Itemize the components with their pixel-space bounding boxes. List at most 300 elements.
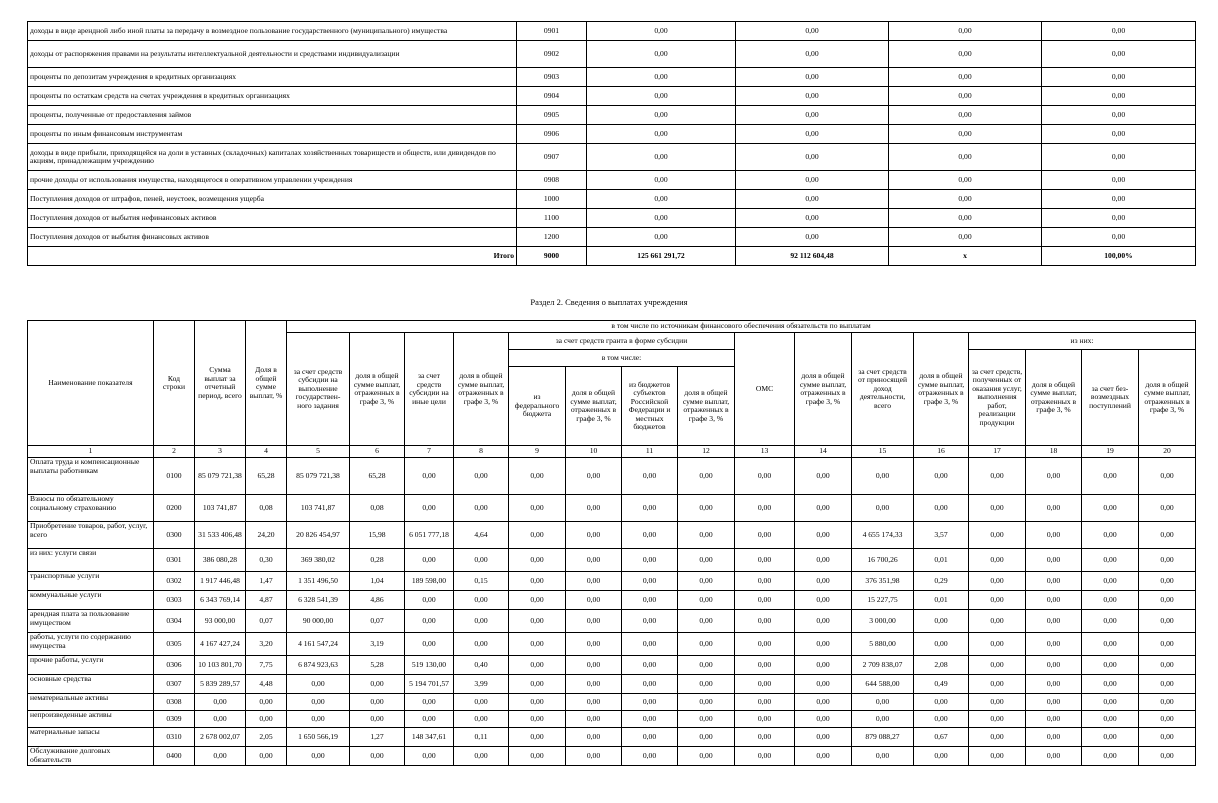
row-value: 0,00 [735,747,795,766]
row-value: 0,28 [350,549,405,572]
row-value: 65,28 [350,458,405,495]
row-value: 0,00 [405,495,454,522]
row-code: 0304 [154,610,195,633]
row-code: 0301 [154,549,195,572]
row-value: 0,00 [454,694,509,711]
row-value: 0,00 [969,656,1026,675]
row-value: 103 741,87 [287,495,350,522]
row-value: 0,00 [1082,591,1139,610]
row-value: 2,05 [246,728,287,747]
payment-row [28,694,1196,711]
row-value: 0,00 [969,747,1026,766]
row-value: 0,00 [566,656,622,675]
row-value: 0,00 [587,68,736,87]
header-share-gr3: доля в общей сумме выплат, отраженных в графе 3, % [566,367,622,446]
row-value: 0,00 [246,747,287,766]
row-value: 0,00 [587,228,736,247]
row-name: Поступления доходов от выбытия финансовых активов [28,228,517,247]
row-value: 0,49 [914,675,969,694]
row-value: 0,00 [287,694,350,711]
row-value: 0,00 [969,572,1026,591]
row-value: 0,00 [1042,125,1196,144]
header-gratuitous: за счет без-возмездных поступлений [1082,350,1139,446]
total-value: х [889,247,1042,266]
row-value: 0,00 [566,549,622,572]
row-name: непроизведенные активы [28,711,154,728]
row-value: 0,00 [1026,656,1082,675]
row-value: 0,00 [509,728,566,747]
row-value: 0,00 [405,694,454,711]
row-value: 1 650 566,19 [287,728,350,747]
row-name: Оплата труда и компенсационные выплаты работникам [28,458,154,495]
row-value: 0,00 [195,694,246,711]
row-value: 0,00 [454,591,509,610]
row-code: 0302 [154,572,195,591]
payment-row [28,711,1196,728]
header-income: за счет средств от приносящей доход деятельности, всего [852,333,914,446]
header-sum: Сумма выплат за отчетный период, всего [195,321,246,446]
row-value: 0,00 [1139,675,1196,694]
header-share-gr3: доля в общей сумме выплат, отраженных в графе 3, % [454,333,509,446]
row-value: 0,00 [969,522,1026,549]
row-value: 0,00 [735,694,795,711]
row-value: 0,00 [622,728,678,747]
row-value: 0,00 [969,694,1026,711]
row-value: 0,00 [795,610,852,633]
row-value: 386 080,28 [195,549,246,572]
section-2-title: Раздел 2. Сведения о выплатах учреждения [530,297,688,307]
row-code: 0904 [517,87,587,106]
row-value: 0,00 [454,711,509,728]
row-value: 6 874 923,63 [287,656,350,675]
row-value: 3 000,00 [852,610,914,633]
row-value: 0,00 [509,675,566,694]
row-value: 0,00 [509,495,566,522]
row-value: 0,00 [566,728,622,747]
row-value: 0,00 [1139,591,1196,610]
row-value: 0,00 [889,171,1042,190]
row-value: 0,00 [454,458,509,495]
row-value: 2,08 [914,656,969,675]
row-value: 0,00 [735,458,795,495]
header-sources: в том числе по источникам финансового обеспечения обязательств по выплатам [287,321,1196,333]
row-name: проценты, полученные от предоставления займов [28,106,517,125]
header-share-gr3: доля в общей сумме выплат, отраженных в графе 3, % [1026,350,1082,446]
row-value: 0,00 [622,591,678,610]
payment-row [28,522,1196,549]
row-value: 0,00 [889,125,1042,144]
payment-row [28,633,1196,656]
row-name: Поступления доходов от штрафов, пеней, неустоек, возмещения ущерба [28,190,517,209]
row-value: 0,00 [678,495,735,522]
income-table [27,21,1196,266]
row-value: 0,00 [350,675,405,694]
row-value: 0,00 [1082,675,1139,694]
total-value: 92 112 604,48 [736,247,889,266]
row-value: 4,48 [246,675,287,694]
header-services: за счет средств, полученных от оказания услуг, выполнения работ, реализации продукции [969,350,1026,446]
row-value: 2 709 838,07 [852,656,914,675]
row-value: 0,00 [736,209,889,228]
income-row [28,87,1196,106]
row-value: 0,00 [914,747,969,766]
row-value: 0,00 [735,633,795,656]
row-value: 0,00 [678,522,735,549]
row-value: 0,00 [735,522,795,549]
column-number: 15 [852,446,914,458]
row-value: 0,00 [1042,68,1196,87]
header-share-gr3: доля в общей сумме выплат, отраженных в графе 3, % [350,333,405,446]
row-value: 65,28 [246,458,287,495]
row-value: 0,00 [587,125,736,144]
row-value: 0,00 [735,572,795,591]
row-value: 0,00 [566,747,622,766]
row-value: 0,00 [622,747,678,766]
row-value: 0,00 [622,656,678,675]
row-code: 0906 [517,125,587,144]
row-value: 0,00 [405,549,454,572]
row-value: 85 079 721,38 [195,458,246,495]
row-name: арендная плата за пользование имуществом [28,610,154,633]
row-value: 0,00 [566,572,622,591]
row-value: 376 351,98 [852,572,914,591]
row-value: 0,00 [587,171,736,190]
row-value: 0,00 [1042,209,1196,228]
row-value: 0,00 [509,591,566,610]
row-value: 24,20 [246,522,287,549]
row-code: 0907 [517,144,587,171]
row-value: 0,00 [795,711,852,728]
total-code: 9000 [517,247,587,266]
payment-row [28,747,1196,766]
row-value: 0,00 [795,656,852,675]
row-name: материальные запасы [28,728,154,747]
header-share-gr3: доля в общей сумме выплат, отраженных в графе 3, % [914,333,969,446]
row-value: 3,19 [350,633,405,656]
row-value: 0,07 [350,610,405,633]
row-value: 0,00 [622,522,678,549]
column-number: 13 [735,446,795,458]
row-value: 0,00 [350,694,405,711]
row-value: 0,00 [622,711,678,728]
row-value: 0,00 [735,711,795,728]
column-number: 7 [405,446,454,458]
row-value: 0,00 [914,458,969,495]
row-value: 0,29 [914,572,969,591]
column-number: 10 [566,446,622,458]
row-value: 189 598,00 [405,572,454,591]
row-value: 0,00 [1082,572,1139,591]
header-name: Наименование показателя [28,321,154,446]
row-value: 1 351 496,50 [287,572,350,591]
income-row [28,171,1196,190]
row-name: прочие доходы от использования имущества, находящегося в оперативном управлении учреждения [28,171,517,190]
row-value: 0,00 [1026,675,1082,694]
row-code: 0303 [154,591,195,610]
row-value: 0,00 [405,711,454,728]
row-value: 0,00 [735,549,795,572]
row-code: 0100 [154,458,195,495]
row-code: 0309 [154,711,195,728]
row-name: доходы в виде арендной либо иной платы за передачу в возмездное пользование государственного (муниципального) имущества [28,22,517,41]
row-value: 0,00 [622,458,678,495]
row-value: 0,00 [678,694,735,711]
row-value: 0,00 [1026,591,1082,610]
row-value: 0,00 [195,747,246,766]
row-value: 0,00 [914,633,969,656]
header-subsidy-task: за счет средств субсидии на выполнение государствен-ного задания [287,333,350,446]
row-value: 85 079 721,38 [287,458,350,495]
row-value: 1 917 446,48 [195,572,246,591]
row-value: 0,00 [454,549,509,572]
row-value: 0,00 [587,190,736,209]
row-value: 0,00 [509,458,566,495]
row-name: Взносы по обязательному социальному страхованию [28,495,154,522]
row-value: 0,00 [1082,711,1139,728]
row-name: основные средства [28,675,154,694]
row-value: 0,00 [795,458,852,495]
row-value: 0,00 [622,572,678,591]
row-value: 0,00 [1139,458,1196,495]
income-row [28,125,1196,144]
row-value: 0,00 [1139,711,1196,728]
row-value: 0,00 [735,675,795,694]
row-value: 0,00 [405,591,454,610]
row-value: 0,00 [1042,106,1196,125]
row-value: 16 700,26 [852,549,914,572]
row-value: 0,00 [736,22,889,41]
row-value: 0,00 [969,495,1026,522]
row-code: 0902 [517,41,587,68]
row-value: 0,00 [1026,572,1082,591]
row-value: 0,00 [1139,522,1196,549]
row-value: 0,00 [969,728,1026,747]
row-value: 0,00 [622,675,678,694]
row-value: 0,00 [1026,728,1082,747]
row-value: 0,00 [678,747,735,766]
row-value: 0,00 [509,694,566,711]
row-value: 10 103 801,70 [195,656,246,675]
row-value: 0,00 [678,610,735,633]
row-value: 0,00 [1026,610,1082,633]
row-value: 0,00 [1042,228,1196,247]
income-row [28,209,1196,228]
row-name: Обслуживание долговых обязательств [28,747,154,766]
row-value: 0,00 [736,68,889,87]
row-value: 0,08 [350,495,405,522]
row-value: 0,00 [1026,711,1082,728]
row-value: 0,00 [509,656,566,675]
row-value: 6 051 777,18 [405,522,454,549]
row-value: 3,20 [246,633,287,656]
column-number: 11 [622,446,678,458]
row-name: коммунальные услуги [28,591,154,610]
row-value: 0,00 [1139,747,1196,766]
payment-row [28,458,1196,495]
row-value: 0,00 [1082,656,1139,675]
row-value: 0,00 [454,495,509,522]
row-value: 0,00 [914,694,969,711]
row-value: 0,00 [1082,522,1139,549]
row-value: 0,00 [566,522,622,549]
row-value: 0,00 [246,711,287,728]
header-incl: в том числе: [509,350,735,367]
row-value: 0,00 [1139,656,1196,675]
row-value: 0,00 [509,522,566,549]
row-value: 0,00 [678,572,735,591]
row-value: 0,00 [1026,522,1082,549]
row-value: 5 880,00 [852,633,914,656]
row-value: 0,00 [1139,694,1196,711]
row-value: 0,00 [1082,633,1139,656]
row-value: 1,27 [350,728,405,747]
row-value: 0,00 [1042,41,1196,68]
row-value: 0,00 [1139,495,1196,522]
row-value: 0,00 [914,711,969,728]
row-value: 0,00 [795,694,852,711]
row-value: 6 343 769,14 [195,591,246,610]
row-value: 0,00 [1042,171,1196,190]
row-value: 0,00 [678,656,735,675]
row-value: 0,00 [889,41,1042,68]
row-value: 93 000,00 [195,610,246,633]
row-value: 0,01 [914,549,969,572]
row-value: 0,00 [736,87,889,106]
header-share: Доля в общей сумме выплат, % [246,321,287,446]
row-value: 0,00 [795,495,852,522]
row-value: 0,00 [405,633,454,656]
header-share-gr3: доля в общей сумме выплат, отраженных в графе 3, % [678,367,735,446]
row-value: 4 161 547,24 [287,633,350,656]
row-value: 0,00 [969,458,1026,495]
row-value: 0,00 [969,591,1026,610]
row-name: проценты по иным финансовым инструментам [28,125,517,144]
row-value: 0,00 [566,610,622,633]
row-code: 0308 [154,694,195,711]
row-code: 1000 [517,190,587,209]
row-value: 1,04 [350,572,405,591]
row-value: 103 741,87 [195,495,246,522]
row-value: 15,98 [350,522,405,549]
row-code: 0400 [154,747,195,766]
row-value: 0,00 [1042,87,1196,106]
row-value: 0,00 [1026,495,1082,522]
row-value: 0,00 [1082,458,1139,495]
row-value: 0,00 [678,675,735,694]
row-value: 0,00 [287,711,350,728]
row-value: 0,00 [622,694,678,711]
income-row [28,68,1196,87]
header-grant: за счет средств гранта в форме субсидии [509,333,735,350]
row-code: 0306 [154,656,195,675]
column-number: 20 [1139,446,1196,458]
row-value: 0,00 [678,633,735,656]
row-value: 0,00 [795,522,852,549]
column-number: 2 [154,446,195,458]
row-value: 644 588,00 [852,675,914,694]
row-name: Приобретение товаров, работ, услуг, всего [28,522,154,549]
row-value: 0,00 [622,633,678,656]
row-value: 0,00 [1082,495,1139,522]
row-value: 0,00 [509,610,566,633]
row-value: 0,00 [1082,747,1139,766]
row-value: 90 000,00 [287,610,350,633]
income-row [28,22,1196,41]
row-value: 0,67 [914,728,969,747]
column-number: 1 [28,446,154,458]
row-value: 4,86 [350,591,405,610]
row-value: 519 130,00 [405,656,454,675]
row-value: 0,00 [678,458,735,495]
row-value: 0,00 [405,610,454,633]
row-value: 0,40 [454,656,509,675]
row-value: 0,00 [454,610,509,633]
row-value: 0,00 [1082,549,1139,572]
row-value: 0,00 [509,549,566,572]
payment-row [28,610,1196,633]
row-value: 0,00 [1082,694,1139,711]
row-value: 0,00 [509,747,566,766]
row-value: 0,00 [969,610,1026,633]
row-name: из них: услуги связи [28,549,154,572]
column-number: 18 [1026,446,1082,458]
row-value: 1,47 [246,572,287,591]
row-code: 0310 [154,728,195,747]
column-number: 3 [195,446,246,458]
header-share-gr3: доля в общей сумме выплат, отраженных в графе 3, % [1139,350,1196,446]
row-value: 0,00 [566,633,622,656]
row-value: 0,08 [246,495,287,522]
income-row [28,41,1196,68]
total-value: 125 661 291,72 [587,247,736,266]
row-value: 0,00 [678,728,735,747]
row-value: 0,00 [678,549,735,572]
row-value: 0,00 [889,190,1042,209]
row-code: 1100 [517,209,587,228]
row-name: нематериальные активы [28,694,154,711]
row-name: проценты по депозитам учреждения в кредитных организациях [28,68,517,87]
row-value: 0,00 [509,711,566,728]
column-number: 8 [454,446,509,458]
row-value: 0,00 [736,125,889,144]
row-value: 4 167 427,24 [195,633,246,656]
row-value: 3,99 [454,675,509,694]
row-value: 0,00 [736,171,889,190]
row-value: 0,00 [852,711,914,728]
column-number: 17 [969,446,1026,458]
payment-row [28,572,1196,591]
row-value: 0,00 [735,610,795,633]
row-value: 148 347,61 [405,728,454,747]
row-name: транспортные услуги [28,572,154,591]
row-value: 0,00 [1139,633,1196,656]
row-value: 0,00 [969,633,1026,656]
row-value: 0,00 [735,656,795,675]
row-value: 3,57 [914,522,969,549]
total-value: 100,00% [1042,247,1196,266]
row-value: 0,00 [795,675,852,694]
row-name: Поступления доходов от выбытия нефинансовых активов [28,209,517,228]
column-number: 9 [509,446,566,458]
row-value: 5,28 [350,656,405,675]
row-value: 0,00 [1026,633,1082,656]
header-oms: ОМС [735,333,795,446]
row-value: 0,00 [1026,458,1082,495]
row-value: 0,00 [795,728,852,747]
payment-row [28,591,1196,610]
row-name: доходы в виде прибыли, приходящейся на доли в уставных (складочных) капиталах хозяйственных товариществ и обществ, или дивидендов по акциям, принадлежащим учреждению [28,144,517,171]
income-row [28,190,1196,209]
